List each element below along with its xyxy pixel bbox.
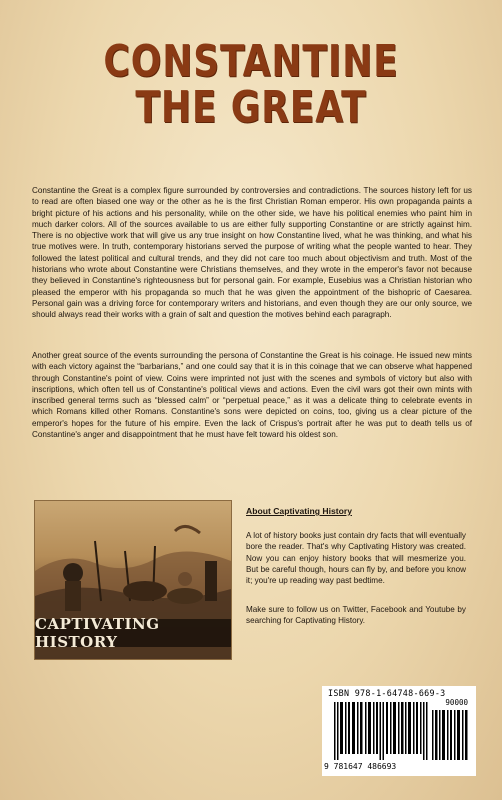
body-paragraph-2: Another great source of the events surrounding the persona of Constantine the Great is his coinage. He issued new mints with each victory against the “barbarians,” and one could say that it is in this coinage that we can observe what happened through Constantine's point of view. Coins were imprinted not just with the scenes and symbols of victory but also with inscriptions, which often tell us of Constantine's political views and actions. Even the civil wars got their own mints with inscribed general terms such as “blessed calm” or “perpetual peace,” as it was a delicate thing to celebrate events in which Romans killed other Romans. Constantine's sons were depicted on coins, too, giving us a clear picture of the emperor's hopes for the future of his empire. Even the lack of Crispus's portrait after he was put to death tells us of Constantine's anger and disappointment that he must have felt toward his oldest son. (32, 351, 472, 440)
battle-painting-image (34, 500, 232, 660)
price-code: 90000 (445, 698, 468, 707)
isbn-number: ISBN 978-1-64748-669-3 (328, 688, 446, 698)
about-paragraph-1: A lot of history books just contain dry facts that will eventually bore the reader. That's why Captivating History was created. Now you can enjoy history books that will mesmerize you. But be careful though, hours can fly by, and before you know it; you're up reading way past bedtime. (246, 531, 466, 586)
publisher-logo-banner (35, 615, 231, 651)
about-paragraph-2: Make sure to follow us on Twitter, Facebook and Youtube by searching for Captivating History. (246, 605, 466, 626)
barcode-bars-main (334, 702, 428, 760)
book-title-line2: THE GREAT (135, 82, 367, 133)
book-title-line1: CONSTANTINE (103, 36, 399, 87)
barcode-digits: 9 781647 486693 (324, 762, 397, 771)
body-paragraph-1: Constantine the Great is a complex figure surrounded by controversies and contradictions. The sources history left for us to read are often biased one way or the other as he is the first Christian Roman emperor. His own propaganda paints a bright picture of his actions and his personality, while on the other side, we have his political enemies who paint him in much darker colors. All of the sources available to us are either fully supporting Constantine or are strictly against him. There is no objective work that will give us any true insight on how Constantine lived, what he was thinking, and what his true motives were. In truth, contemporary historians served the purpose of writing what the people wanted to hear. They followed the latest political and cultural trends, and they did not care too much about objectivism and truth. Most of the historians who wrote about Constantine were Christians themselves, and they wrote in the emperor's favor not because they believed in Constantine's righteousness but for personal gain. For example, Eusebius was a Christian historian who pleased the emperor with his propaganda so much that he was given the appointment of the bishopric of Caesarea. Personal gain was a driving force for contemporary writers and historians, and even though they are our only source, we should always read their works with a grain of salt and question the motives behind each paragraph. (32, 186, 472, 320)
barcode-bars-addon (432, 710, 470, 760)
about-heading: About Captivating History (246, 506, 352, 516)
isbn-barcode (322, 686, 476, 776)
publisher-logo-text: CAPTIVATING HISTORY (35, 615, 160, 651)
